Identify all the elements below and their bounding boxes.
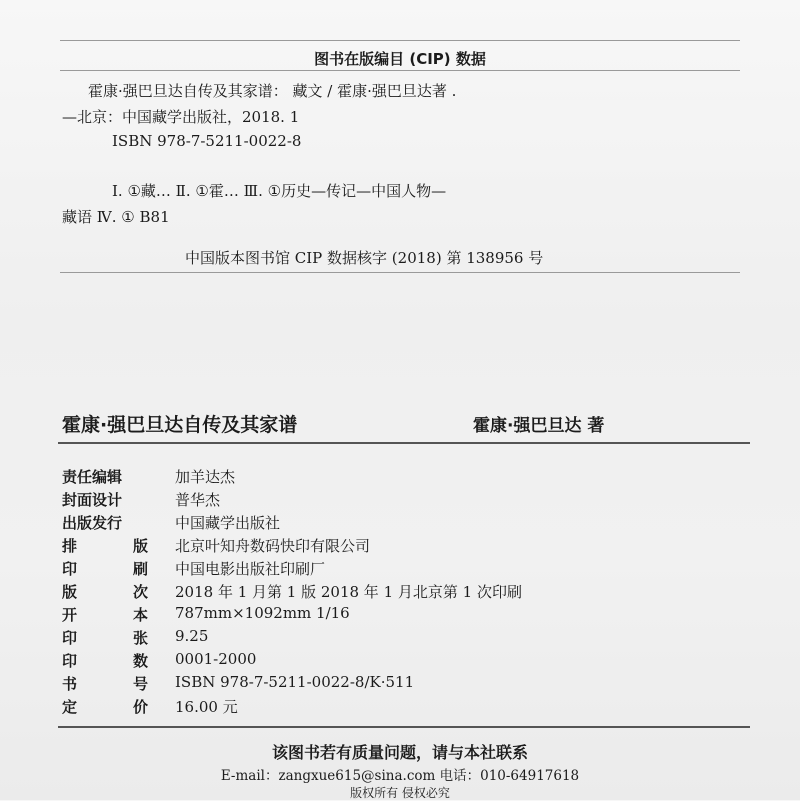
- colophon-label: 印 张: [62, 629, 148, 647]
- colophon-label: 出版发行: [62, 514, 123, 532]
- book-title: 霍康·强巴旦达自传及其家谱: [62, 414, 298, 436]
- colophon-label: 印 数: [62, 652, 148, 670]
- cip-line-2: —北京：中国藏学出版社，2018. 1: [62, 108, 300, 126]
- colophon-label: 版 次: [62, 583, 148, 601]
- colophon-value: 中国电影出版社印刷厂: [175, 560, 326, 578]
- colophon-label: 开 本: [62, 606, 148, 624]
- colophon-label: 印 刷: [62, 560, 148, 578]
- colophon-value: 16.00 元: [175, 698, 238, 716]
- cip-bottom-rule: [60, 272, 740, 273]
- contact-line: E-mail：zangxue615@sina.com 电话：010-64917618: [220, 768, 580, 784]
- colophon-value: 9.25: [175, 627, 209, 645]
- colophon-label: 责任编辑: [62, 468, 123, 486]
- colophon-value: 中国藏学出版社: [175, 514, 281, 532]
- colophon-value: 2018 年 1 月第 1 版 2018 年 1 月北京第 1 次印刷: [175, 583, 522, 601]
- footer-rule: [58, 726, 750, 728]
- title-rule: [58, 442, 750, 444]
- cip-title-rule: [60, 70, 740, 71]
- colophon-label: 定 价: [62, 698, 148, 716]
- colophon-value: 普华杰: [175, 491, 221, 509]
- colophon-label: 封面设计: [62, 491, 123, 509]
- book-author: 霍康·强巴旦达 著: [473, 416, 605, 436]
- cip-title: 图书在版编目 (CIP) 数据: [314, 50, 486, 68]
- colophon-label: 排 版: [62, 537, 148, 555]
- colophon-value: 北京叶知舟数码快印有限公司: [175, 537, 371, 555]
- cip-line-3: ISBN 978-7-5211-0022-8: [112, 132, 302, 150]
- colophon-value: 加羊达杰: [175, 468, 236, 486]
- colophon-value: 0001-2000: [175, 650, 257, 668]
- cip-line-5: 藏语 Ⅳ. ① B81: [62, 208, 170, 226]
- cip-line-6: 中国版本图书馆 CIP 数据核字 (2018) 第 138956 号: [185, 249, 544, 267]
- cip-line-1: 霍康·强巴旦达自传及其家谱： 藏文 / 霍康·强巴旦达著 .: [88, 82, 457, 100]
- quality-notice: 该图书若有质量问题，请与本社联系: [271, 743, 528, 762]
- rights-line: 版权所有 侵权必究: [350, 786, 450, 800]
- colophon-label: 书 号: [62, 675, 148, 693]
- cip-line-4: Ⅰ. ①藏… Ⅱ. ①霍… Ⅲ. ①历史—传记—中国人物—: [112, 182, 447, 200]
- top-rule: [60, 40, 740, 41]
- colophon-value: 787mm×1092mm 1/16: [175, 604, 350, 622]
- colophon-value: ISBN 978-7-5211-0022-8/K·511: [175, 673, 415, 691]
